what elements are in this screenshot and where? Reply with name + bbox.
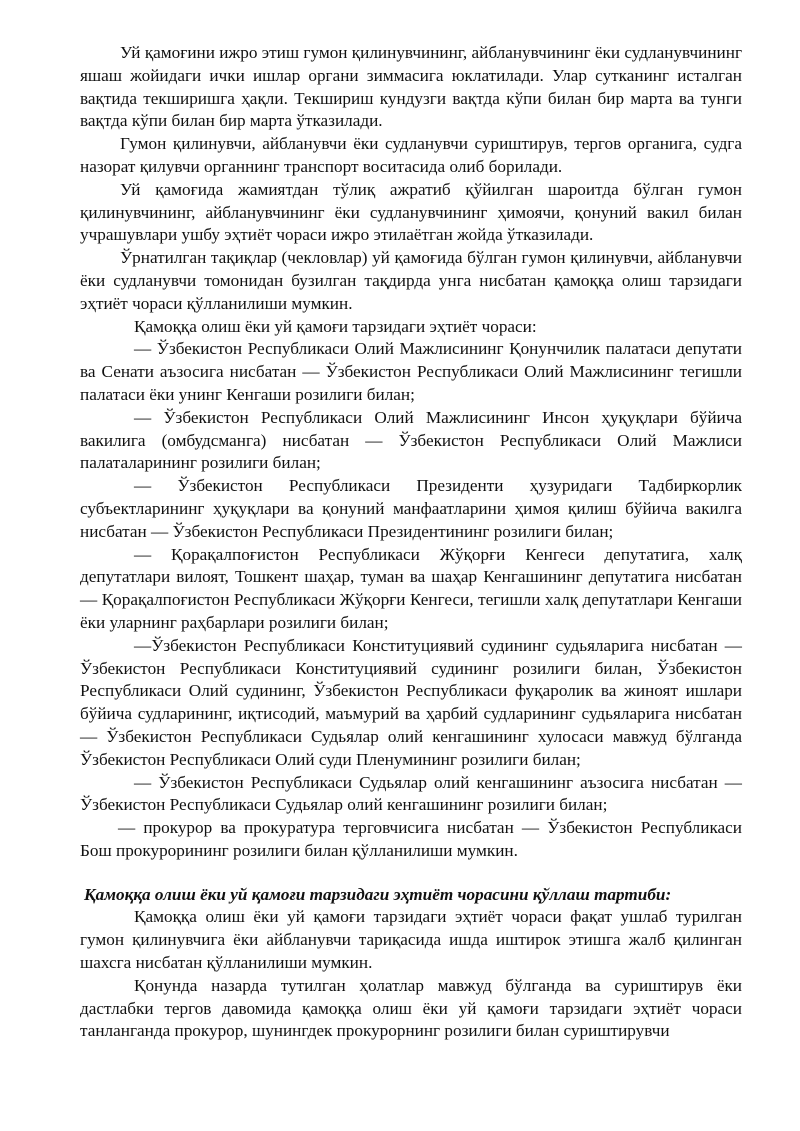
paragraph-list-intro: Қамоққа олиш ёки уй қамоғи тарзидаги эҳтиёт чораси: bbox=[134, 316, 537, 336]
paragraph-prosecutor-consent: Қонунда назарда тутилган ҳолатлар мавжуд бўлганда ва суриштирув ёки дастлабки тергов давомида қамоққа олиш ёки уй қамоғи тарзидаги эҳтиёт чораси танланганда прокурор, шунингдек прокурорнинг розилиги билан суриштирувчи bbox=[80, 975, 742, 1041]
list-item-parliament-deputy: — Ўзбекистон Республикаси Олий Мажлисининг Қонунчилик палатаси депутати ва Сенати аъзосига нисбатан — Ўзбекистон Республикаси Олий Мажлисининг тегишли палатаси ёки унинг Кенгаши розилиги билан; bbox=[80, 339, 742, 404]
document-page bbox=[80, 42, 742, 1043]
paragraph-transport: Гумон қилинувчи, айбланувчи ёки судланувчи суриштирув, тергов органига, судга назорат қилувчи органнинг транспорт воситасида олиб борилади. bbox=[80, 134, 742, 176]
paragraph-applicability: Қамоққа олиш ёки уй қамоғи тарзидаги эҳтиёт чораси фақат ушлаб турилган гумон қилинувчига ёки айбланувчи тариқасида ишда иштирок этишга жалб қилинган шахсга нисбатан қўлланилиши мумкин. bbox=[80, 907, 742, 973]
section-heading: Қамоққа олиш ёки уй қамоғи тарзидаги эҳтиёт чорасини қўллаш тартиби: bbox=[84, 884, 672, 904]
list-item-judges: —Ўзбекистон Республикаси Конституциявий судининг судьяларига нисбатан — Ўзбекистон Республикаси Конституциявий судининг розилиги билан, Ўзбекистон Республикаси Олий судининг, Ўзбекистон Республикаси фуқаролик ва жиноят ишлари бўйича судларининг, иқтисодий, маъмурий ва ҳарбий судларининг судьяларига нисбатан — Ўзбекистон Республикаси Судьялар олий кенгашининг хулосаси мавжуд бўлганда Ўзбекистон Республикаси Олий суди Пленумининг розилиги билан; bbox=[80, 635, 742, 769]
paragraph-house-arrest-execution: Уй қамоғини ижро этиш гумон қилинувчининг, айбланувчининг ёки судланувчининг яшаш жойидаги ички ишлар органи зиммасига юклатилади. Улар сутканинг исталган вақтида текширишга ҳақли. Текшириш кундузги вақтда кўпи билан бир марта ва тунги вақтда кўпи билан бир марта ўтказилади. bbox=[80, 43, 742, 131]
paragraph-meetings: Уй қамоғида жамиятдан тўлиқ ажратиб қўйилган шароитда бўлган гумон қилинувчининг, айбланувчининг ёки судланувчининг ҳимоячи, қонуний вакил билан учрашувлари ушбу эҳтиёт чораси ижро этилаётган жойда ўтказилади. bbox=[80, 179, 742, 245]
list-item-prosecutor: — прокурор ва прокуратура терговчисига нисбатан — Ўзбекистон Республикаси Бош прокурорининг розилиги билан қўлланилиши мумкин. bbox=[80, 818, 742, 860]
list-item-ombudsman: — Ўзбекистон Республикаси Олий Мажлисининг Инсон ҳуқуқлари бўйича вакилига (омбудсманга) нисбатан — Ўзбекистон Республикаси Олий Мажлиси палаталарининг розилиги билан; bbox=[80, 407, 742, 473]
list-item-judicial-council: — Ўзбекистон Республикаси Судьялар олий кенгашининг аъзосига нисбатан — Ўзбекистон Республикаси Судьялар олий кенгашининг розилиги билан; bbox=[80, 772, 742, 815]
paragraph-violation: Ўрнатилган тақиқлар (чекловлар) уй қамоғида бўлган гумон қилинувчи, айбланувчи ёки судланувчи томонидан бузилган тақдирда унга нисбатан қамоққа олиш тарзидаги эҳтиёт чораси қўлланилиши мумкин. bbox=[80, 248, 742, 313]
list-item-local-deputies: — Қорақалпоғистон Республикаси Жўқорғи Кенгеси депутатига, халқ депутатлари вилоят, Тошкент шаҳар, туман ва шаҳар Кенгашининг депутатига нисбатан — Қорақалпоғистон Республикаси Жўқорғи Кенгеси, тегишли халқ депутатлари Кенгаши ёки уларнинг раҳбарлари розилиги билан; bbox=[80, 544, 742, 632]
list-item-business-ombudsman: — Ўзбекистон Республикаси Президенти ҳузуридаги Тадбиркорлик субъектларининг ҳуқуқлари ва қонуний манфаатларини ҳимоя қилиш бўйича вакилга нисбатан — Ўзбекистон Республикаси Президентининг розилиги билан; bbox=[80, 476, 742, 541]
